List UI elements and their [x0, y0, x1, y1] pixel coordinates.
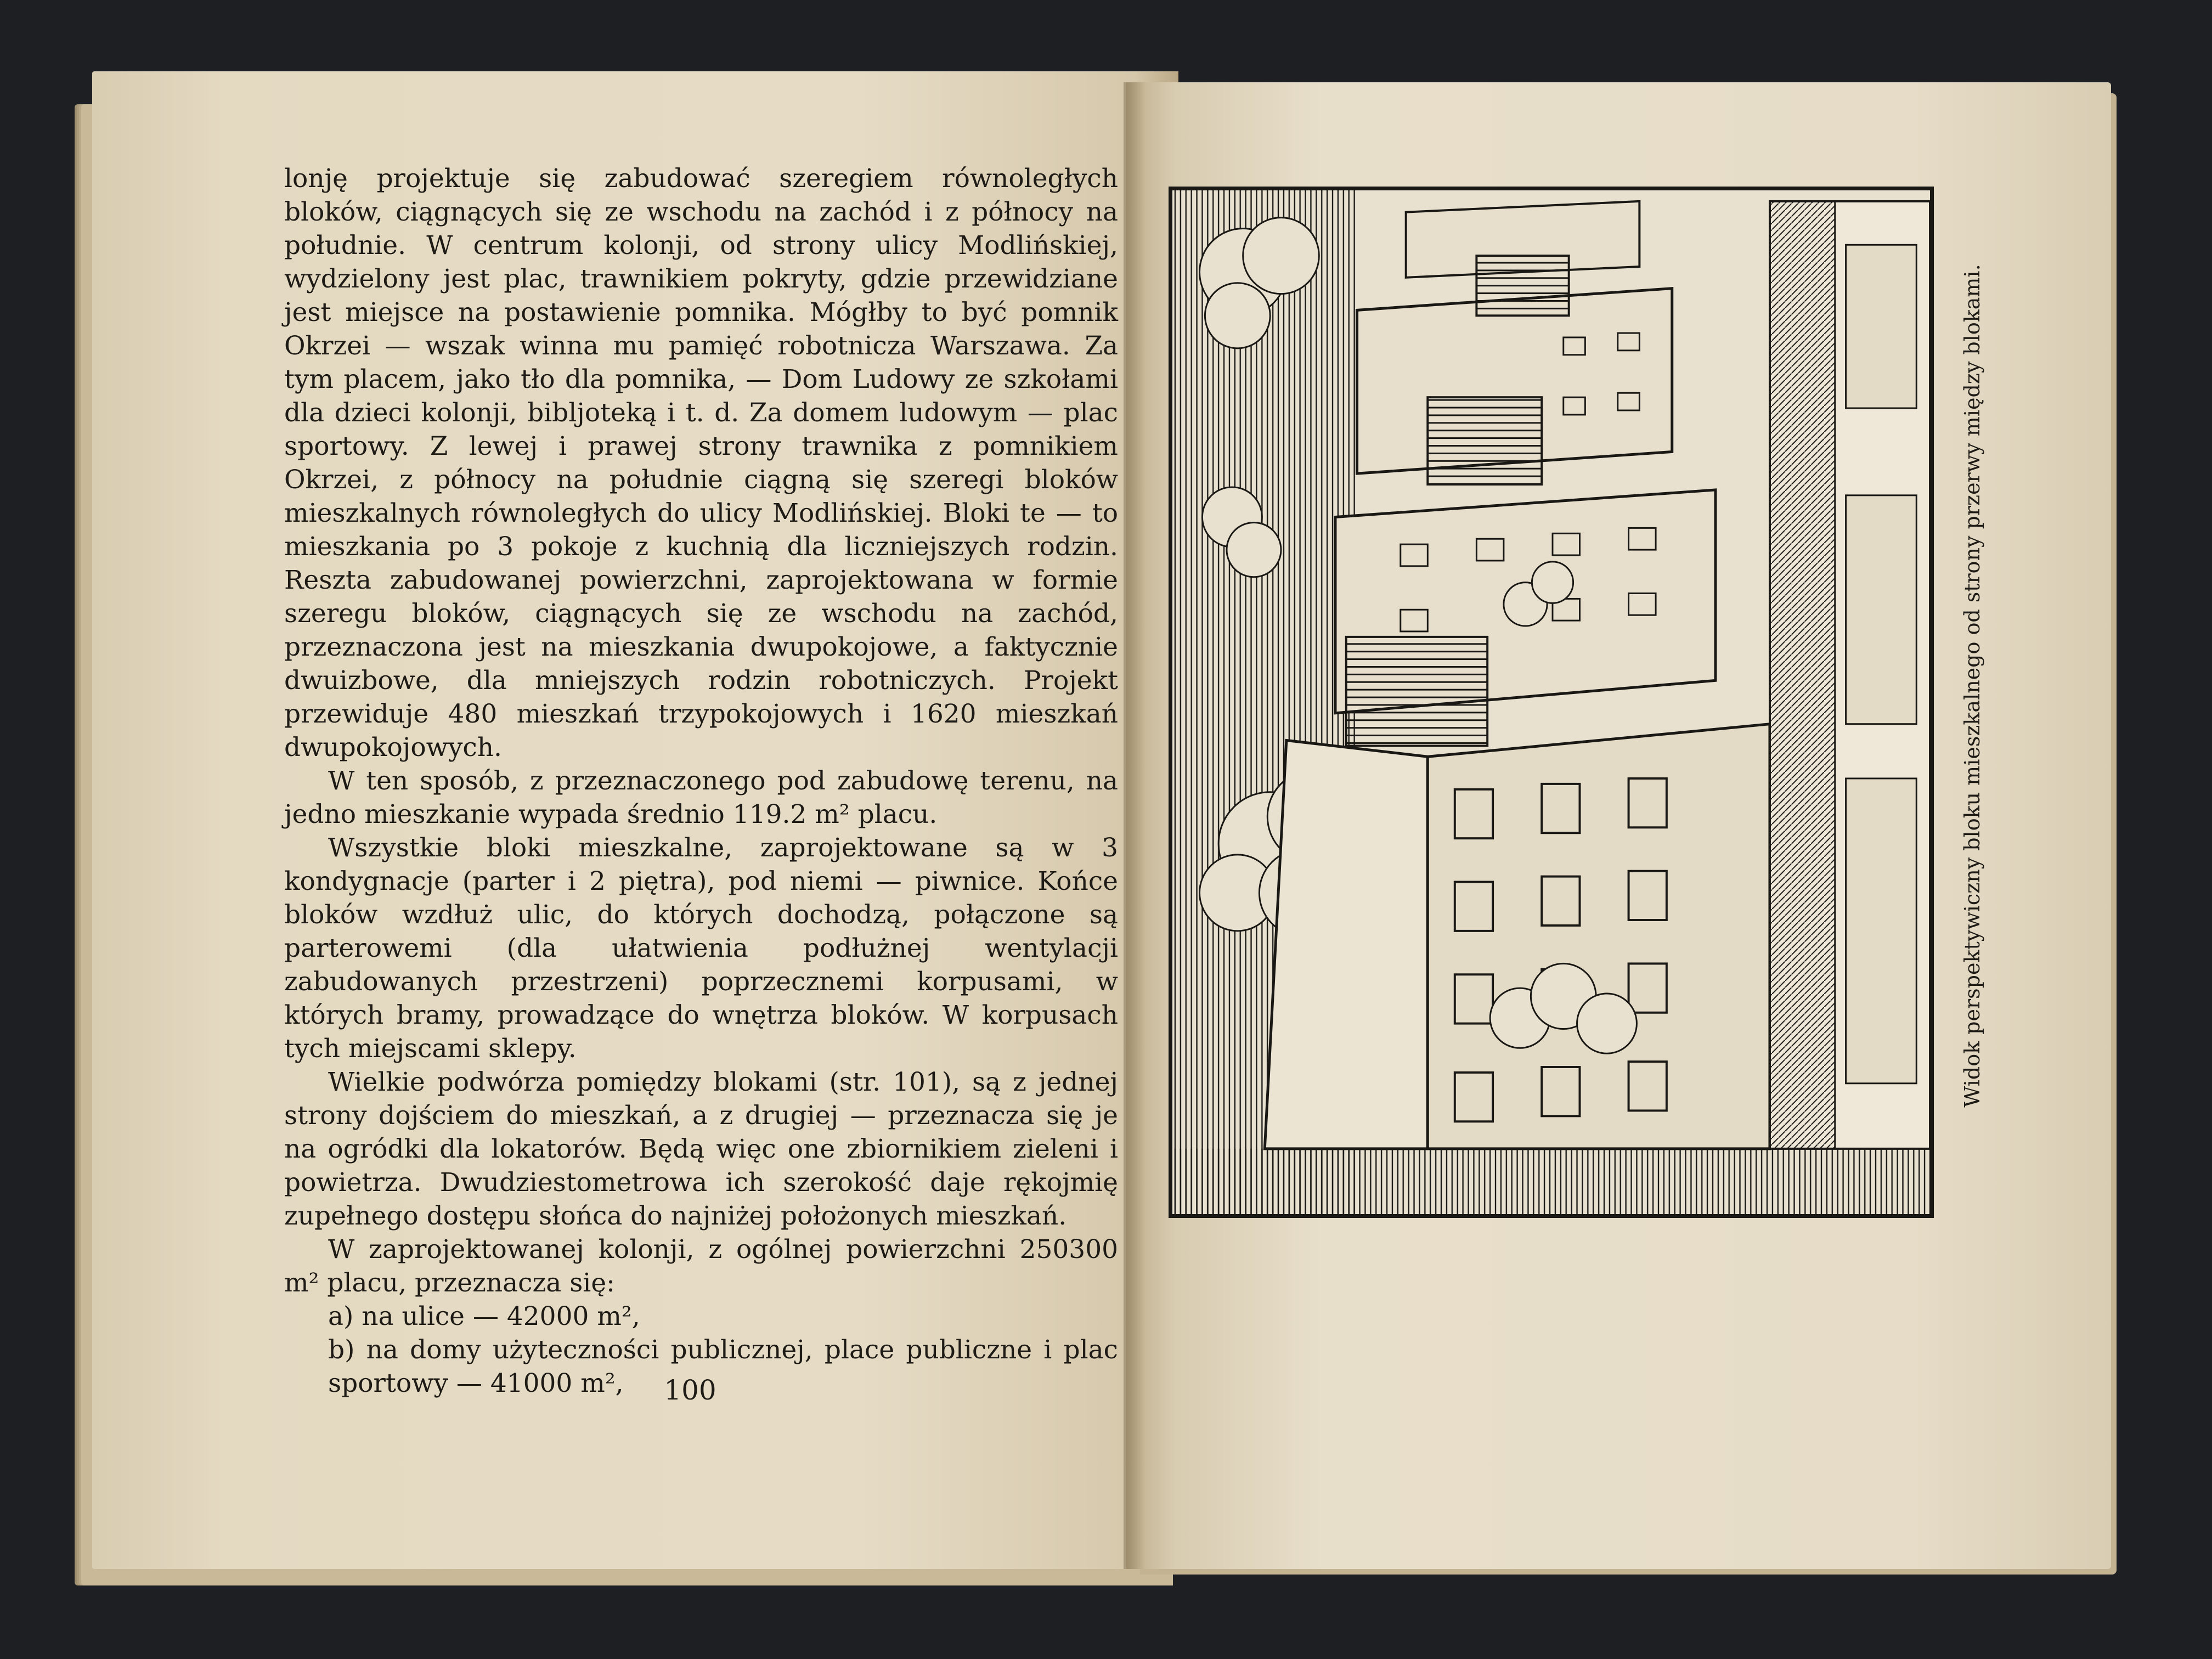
architectural-illustration: [1169, 187, 1934, 1218]
left-page-text: [284, 162, 1118, 1400]
paragraph-4: Wielkie podwórza pomiędzy blokami (str. 101), są z jednej strony dojściem do mieszkań, a z drugiej — przeznacza się je na ogródki dla lokatorów. Będą więc one zbiornikiem zieleni i powietrza. Dwudziestometrowa ich szerokość daje rękojmię zupełnego dostępu słońca do najniżej położonych mieszkań.: [284, 1067, 1118, 1231]
paragraph-1: lonję projektuje się zabudować szeregiem równoległych bloków, ciągnących się ze wschodu na zachód i z północy na południe. W centrum kolonji, od strony ulicy Modlińskiej, wydzielony jest plac, trawnikiem pokryty, gdzie przewidziane jest miejsce na postawienie pomnika. Mógłby to być pomnik Okrzei — wszak winna mu pamięć robotnicza Warszawa. Za tym placem, jako tło dla pomnika, — Dom Ludowy ze szkołami dla dzieci kolonji, bibljoteką i t. d. Za domem ludowym — plac sportowy. Z lewej i prawej strony trawnika z pomnikiem Okrzei, z północy na południe ciągną się szeregi bloków mieszkalnych równoległych do ulicy Modlińskiej. Bloki te — to mieszkania po 3 pokoje z kuchnią dla liczniejszych rodzin. Reszta zabudowanej powierzchni, zaprojektowana w formie szeregu bloków, ciągnących się ze wschodu na zachód, przeznaczona jest na mieszkania dwupokojowe, a faktycznie dwuizbowe, dla mniejszych rodzin robotniczych. Projekt przewiduje 480 mieszkań trzypokojowych i 1620 mieszkań dwupokojowych.: [284, 163, 1118, 763]
paragraph-2: W ten sposób, z przeznaczonego pod zabudowę terenu, na jedno mieszkanie wypada średnio 119.2 m² placu.: [284, 766, 1118, 830]
page-number: 100: [664, 1374, 716, 1406]
list-item-a: a) na ulice — 42000 m²,: [328, 1301, 640, 1331]
illustration-drawing: [1172, 190, 1930, 1214]
caption-box: [1942, 137, 2002, 1234]
list-item-b: b) na domy użyteczności publicznej, place publiczne i plac sportowy — 41000 m²,: [328, 1335, 1118, 1398]
book-gutter: [1124, 82, 1146, 1569]
illustration-caption: Widok perspektywiczny bloku mieszkalnego od strony przerwy między blokami.: [1960, 264, 1984, 1108]
left-page: [92, 71, 1178, 1569]
paragraph-3: Wszystkie bloki mieszkalne, zaprojektowane są w 3 kondygnacje (parter i 2 piętra), pod niemi — piwnice. Końce bloków wzdłuż ulic, do których dochodzą, połączone są parterowemi (dla ułatwienia podłużnej wentylacji zabudowanych przestrzeni) poprzecznemi korpusami, w których bramy, prowadzące do wnętrza bloków. W korpusach tych miejscami sklepy.: [284, 833, 1118, 1064]
paragraph-5: W zaprojektowanej kolonji, z ogólnej powierzchni 250300 m² placu, przeznacza się:: [284, 1234, 1118, 1298]
